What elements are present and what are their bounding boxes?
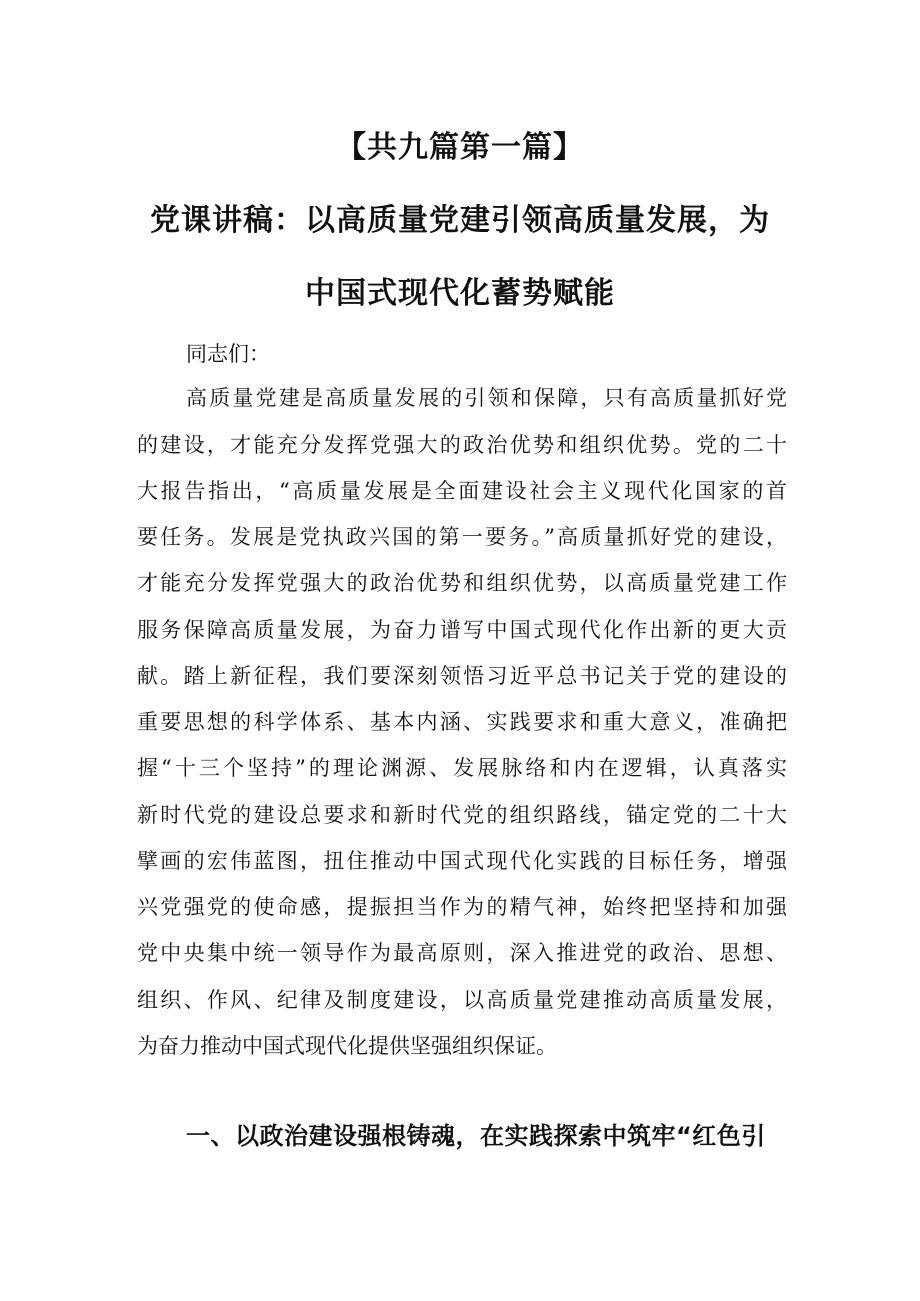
title-line-1: 党课讲稿：以高质量党建引领高质量发展，为 [150,203,770,238]
paragraph-line: 新时代党的建设总要求和新时代党的组织路线，锚定党的二十大 [137,803,787,827]
paragraph-line: 大报告指出，“高质量发展是全面建设社会主义现代化国家的首 [137,479,787,503]
paragraph-line: 的建设，才能充分发挥党强大的政治优势和组织优势。党的二十 [137,433,787,457]
paragraph-line: 为奋力推动中国式现代化提供坚强组织保证。 [137,1034,557,1058]
salutation: 同志们： [186,342,270,366]
paragraph-line: 党中央集中统一领导作为最高原则，深入推进党的政治、思想、 [137,941,787,965]
paragraph-line: 擘画的宏伟蓝图，扭住推动中国式现代化实践的目标任务，增强 [137,849,787,873]
paragraph-line: 献。踏上新征程，我们要深刻领悟习近平总书记关于党的建设的 [137,664,787,688]
paragraph-line: 要任务。发展是党执政兴国的第一要务。”高质量抓好党的建设， [137,525,787,549]
paragraph-line: 组织、作风、纪律及制度建设，以高质量党建推动高质量发展， [137,988,787,1012]
section-heading: 一、以政治建设强根铸魂，在实践探索中筑牢“红色引 [186,1122,766,1150]
paragraph-line: 高质量党建是高质量发展的引领和保障，只有高质量抓好党 [186,386,787,410]
paragraph-line: 重要思想的科学体系、基本内涵、实践要求和重大意义，准确把 [137,710,787,734]
paragraph-line: 才能充分发挥党强大的政治优势和组织优势，以高质量党建工作 [137,571,787,595]
paragraph-line: 服务保障高质量发展，为奋力谱写中国式现代化作出新的更大贡 [137,618,787,642]
paragraph-line: 握“十三个坚持”的理论渊源、发展脉络和内在逻辑，认真落实 [137,756,787,780]
series-label: 【共九篇第一篇】 [336,130,584,165]
title-line-2: 中国式现代化蓄势赋能 [305,276,615,311]
paragraph-line: 兴党强党的使命感，提振担当作为的精气神，始终把坚持和加强 [137,895,787,919]
